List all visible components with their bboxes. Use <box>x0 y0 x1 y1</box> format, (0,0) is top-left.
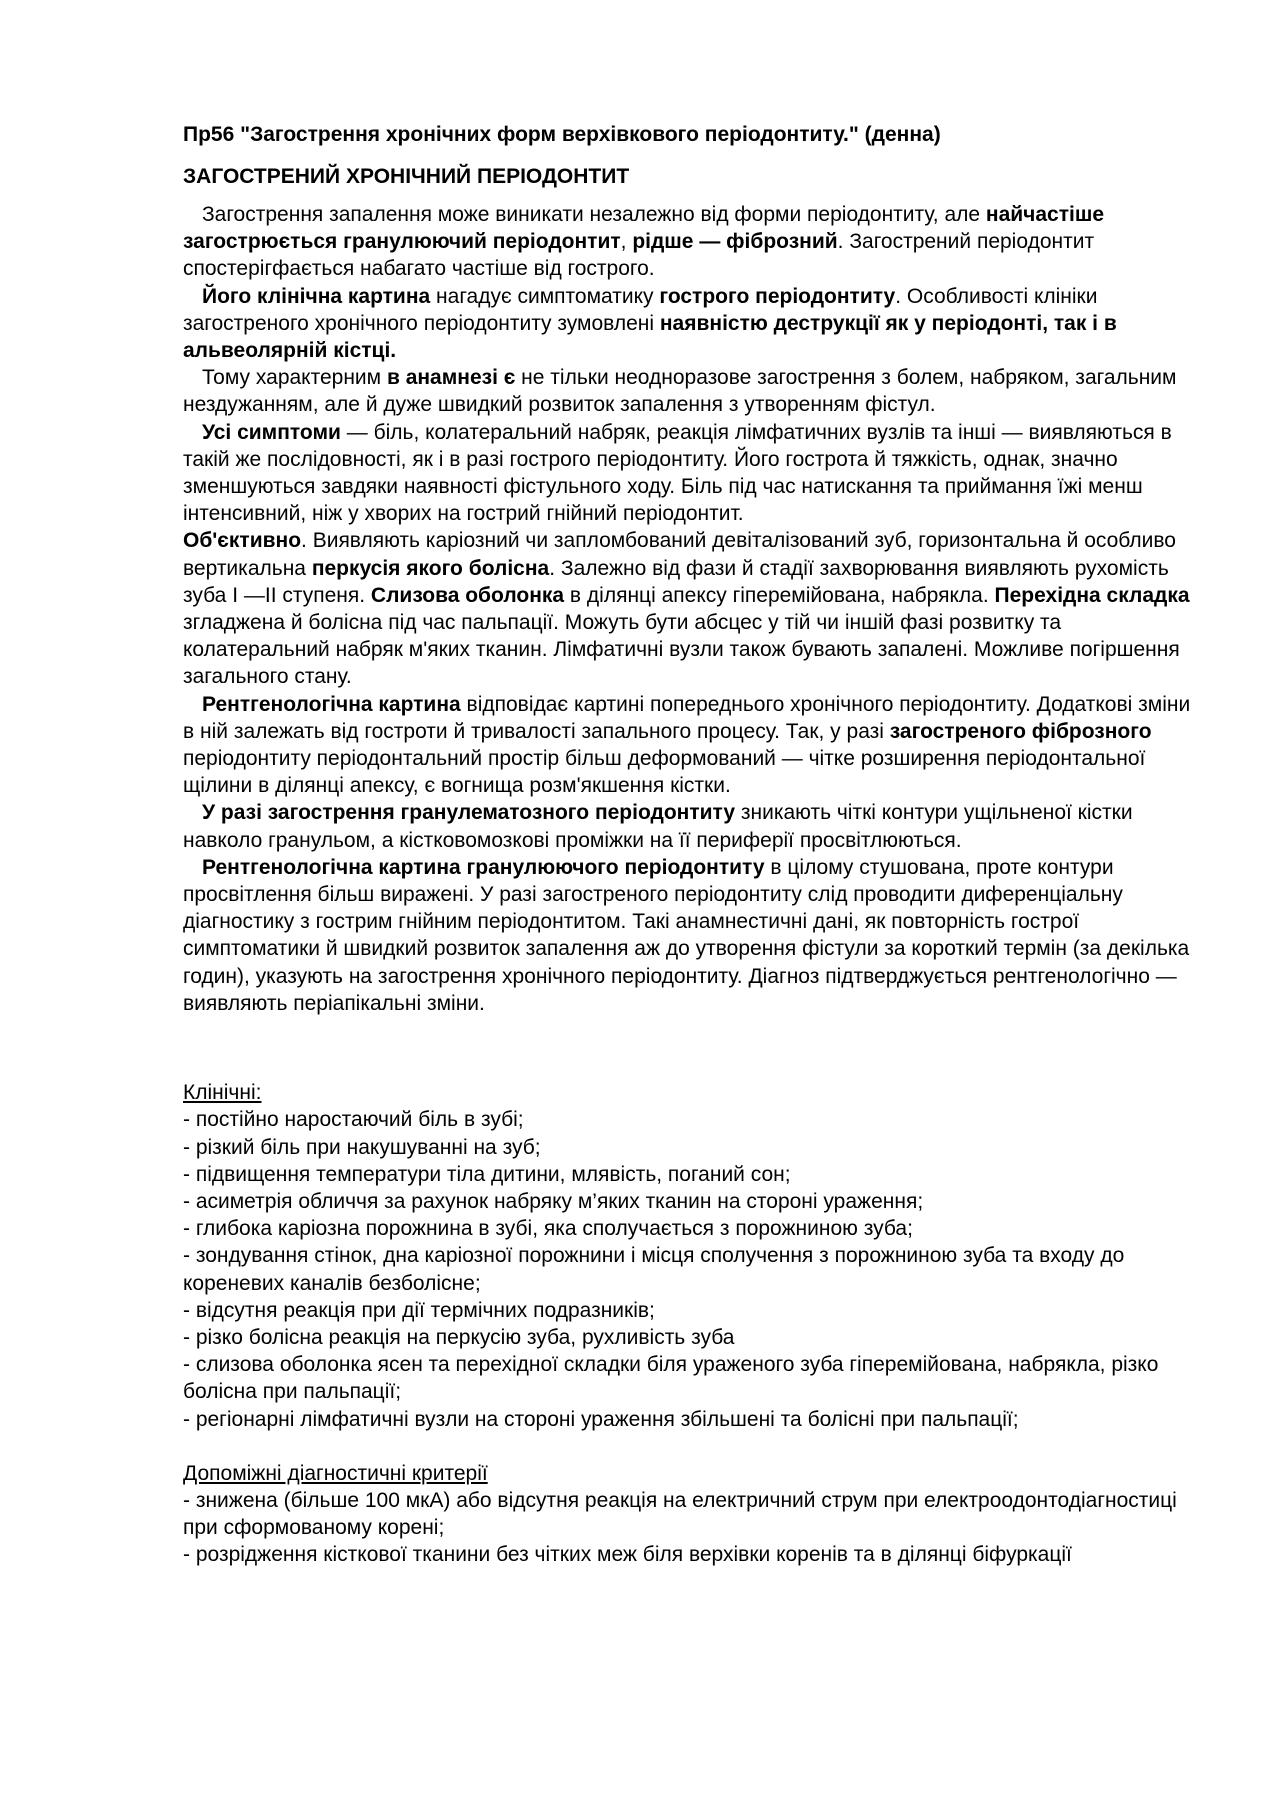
list-item: - розрідження кісткової тканини без чітких меж біля верхівки коренів та в ділянці біфуркації <box>183 1543 1072 1567</box>
list-item: - слизова оболонка ясен та перехідної складки біля ураженого зуба гіперемійована, набрякла, різко болісна при пальпації; <box>183 1353 1159 1404</box>
text-run: в цілому стушована, проте контури просвітлення більш виражені. У разі загостреного періодонтиту слід проводити диференціальну діагностику з гострим гнійним періодонтитом. Такі анамнестичні дані, як повторність гострої симптоматики й швидкий розвиток запалення аж до утворення фістули за короткий термін (за декілька годин), указують на загострення хронічного періодонтиту. Діагноз підтверджується рентгенологічно — виявляють періапікальні зміни. <box>183 855 1196 1015</box>
body-paragraph <box>183 283 1200 365</box>
clinical-criteria-section <box>183 1079 1200 1433</box>
list-item: - відсутня реакція при дії термічних подразників; <box>183 1298 655 1322</box>
text-run: в ділянці апексу гіперемійована, набрякла. <box>564 583 995 607</box>
text-run: зникають чіткі контури ущільненої кістки навколо гранульом, а кістковомозкові проміжки на її периферії просвітлюються. <box>183 801 1139 852</box>
body-paragraphs <box>183 201 1200 1017</box>
body-paragraph <box>183 364 1200 418</box>
bold-run: Його клінічна картина <box>202 284 431 308</box>
auxiliary-criteria-list <box>183 1487 1200 1569</box>
text-run: згладжена й болісна під час пальпації. Можуть бути абсцес у тій чи іншій фазі розвитку та колатеральний набряк м'яких тканин. Лімфатичні вузли також бувають запалені. Можливе погіршення загального стану. <box>183 583 1196 689</box>
bold-run: Об'єктивно <box>183 529 302 553</box>
body-paragraph <box>183 799 1200 853</box>
body-paragraph <box>183 527 1200 690</box>
bold-run: перкусія якого болісна <box>311 556 550 580</box>
bold-run: гострого періодонтиту <box>659 284 896 308</box>
text-run: . Загострений періодонтит спостерігфається набагато частіше від гострого. <box>183 230 1100 281</box>
list-item: - зондування стінок, дна каріозної порожнини і місця сполучення з порожниною зуба та входу до кореневих каналів безболісне; <box>183 1244 1125 1295</box>
text-run: періодонтиту періодонтальний простір більш деформований — чітке розширення періодонтальної щілини в ділянці апексу, є вогнища розм'якшення кістки. <box>183 719 1158 798</box>
list-item: - постійно наростаючий біль в зубі; <box>183 1108 524 1132</box>
text-run: . Залежно від фази й стадії захворювання виявляють рухомість зуба І —II ступеня. <box>183 556 1175 607</box>
bold-run: найчастіше загострюється гранулюючий періодонтит <box>183 203 1110 254</box>
body-paragraph <box>183 419 1200 528</box>
body-paragraph <box>183 854 1200 1017</box>
list-item: - глибока каріозна порожнина в зубі, яка сполучається з порожниною зуба; <box>183 1217 913 1241</box>
body-paragraph <box>183 691 1200 800</box>
bold-run: рідше — фіброзний <box>632 230 838 254</box>
list-item: - підвищення температури тіла дитини, млявість, поганий сон; <box>183 1162 791 1186</box>
body-paragraph <box>183 201 1200 283</box>
list-item: - регіонарні лімфатичні вузли на стороні ураження збільшені та болісні при пальпації; <box>183 1407 1019 1431</box>
text-run: . Особливості клініки загостреного хронічного періодонтиту зумовлені <box>183 284 1104 335</box>
bold-run: Перехідна складка <box>994 583 1190 607</box>
list-item: - знижена (більше 100 мкА) або відсутня реакція на електричний струм при електроодонтодіагностиці при сформованому корені; <box>183 1488 1177 1540</box>
bold-run: Рентгенологічна картина <box>202 692 461 716</box>
text-run: , <box>620 230 633 254</box>
list-item: - асиметрія обличчя за рахунок набряку м’яких тканин на стороні ураження; <box>183 1189 924 1213</box>
text-run: не тільки неодноразове загострення з болем, набряком, загальним нездужанням, але й дуже швидкий розвиток запалення з утворенням фістул. <box>183 366 1183 417</box>
text-run: відповідає картині попереднього хронічного періодонтиту. Додаткові зміни в ній залежать від гостроти й тривалості запального процесу. Так, у разі <box>183 692 1197 743</box>
bold-run: загостреного фіброзного <box>889 719 1152 743</box>
auxiliary-criteria-title: Допоміжні діагностичні критерії <box>183 1461 488 1485</box>
list-item: - різкий біль при накушуванні на зуб; <box>183 1135 541 1159</box>
text-run: Тому характерним <box>202 366 387 390</box>
bold-run: Слизова оболонка <box>370 583 565 607</box>
text-run: нагадує симптоматику <box>430 284 660 308</box>
clinical-criteria-title: Клінічні: <box>183 1081 262 1105</box>
bold-run: Рентгенологічна картина гранулюючого періодонтиту <box>202 855 765 879</box>
text-run: . Виявляють каріозний чи запломбований девіталізований зуб, горизонтальна й особливо вертикальна <box>183 529 1182 580</box>
auxiliary-criteria-section <box>183 1460 1200 1569</box>
text-run: Загострення запалення може виникати незалежно від форми періодонтиту, але <box>202 203 986 226</box>
list-item: - різко болісна реакція на перкусію зуба, рухливість зуба <box>183 1325 735 1349</box>
bold-run: наявністю деструкції як у періодонті, так і в альвеолярній кістці. <box>183 311 1123 363</box>
document-title: Пр56 "Загострення хронічних форм верхівкового періодонтиту." (денна) <box>183 123 941 146</box>
text-run: — біль, колатеральний набряк, реакція лімфатичних вузлів та інші — виявляються в такій же послідовності, як і в разі гострого періодонтиту. Його гострота й тяжкість, однак, значно зменшуються завдяки наявності фістульного ходу. Біль під час натискання та приймання їжі менш інтенсивний, ніж у хворих на гострий гнійний періодонтит. <box>183 420 1178 526</box>
bold-run: У разі загострення гранулематозного періодонтиту <box>202 801 736 825</box>
bold-run: в анамнезі є <box>386 366 516 390</box>
clinical-criteria-list <box>183 1106 1200 1432</box>
bold-run: Усі симптоми <box>202 420 341 444</box>
section-heading: ЗАГОСТРЕНИЙ ХРОНІЧНИЙ ПЕРІОДОНТИТ <box>183 165 630 188</box>
